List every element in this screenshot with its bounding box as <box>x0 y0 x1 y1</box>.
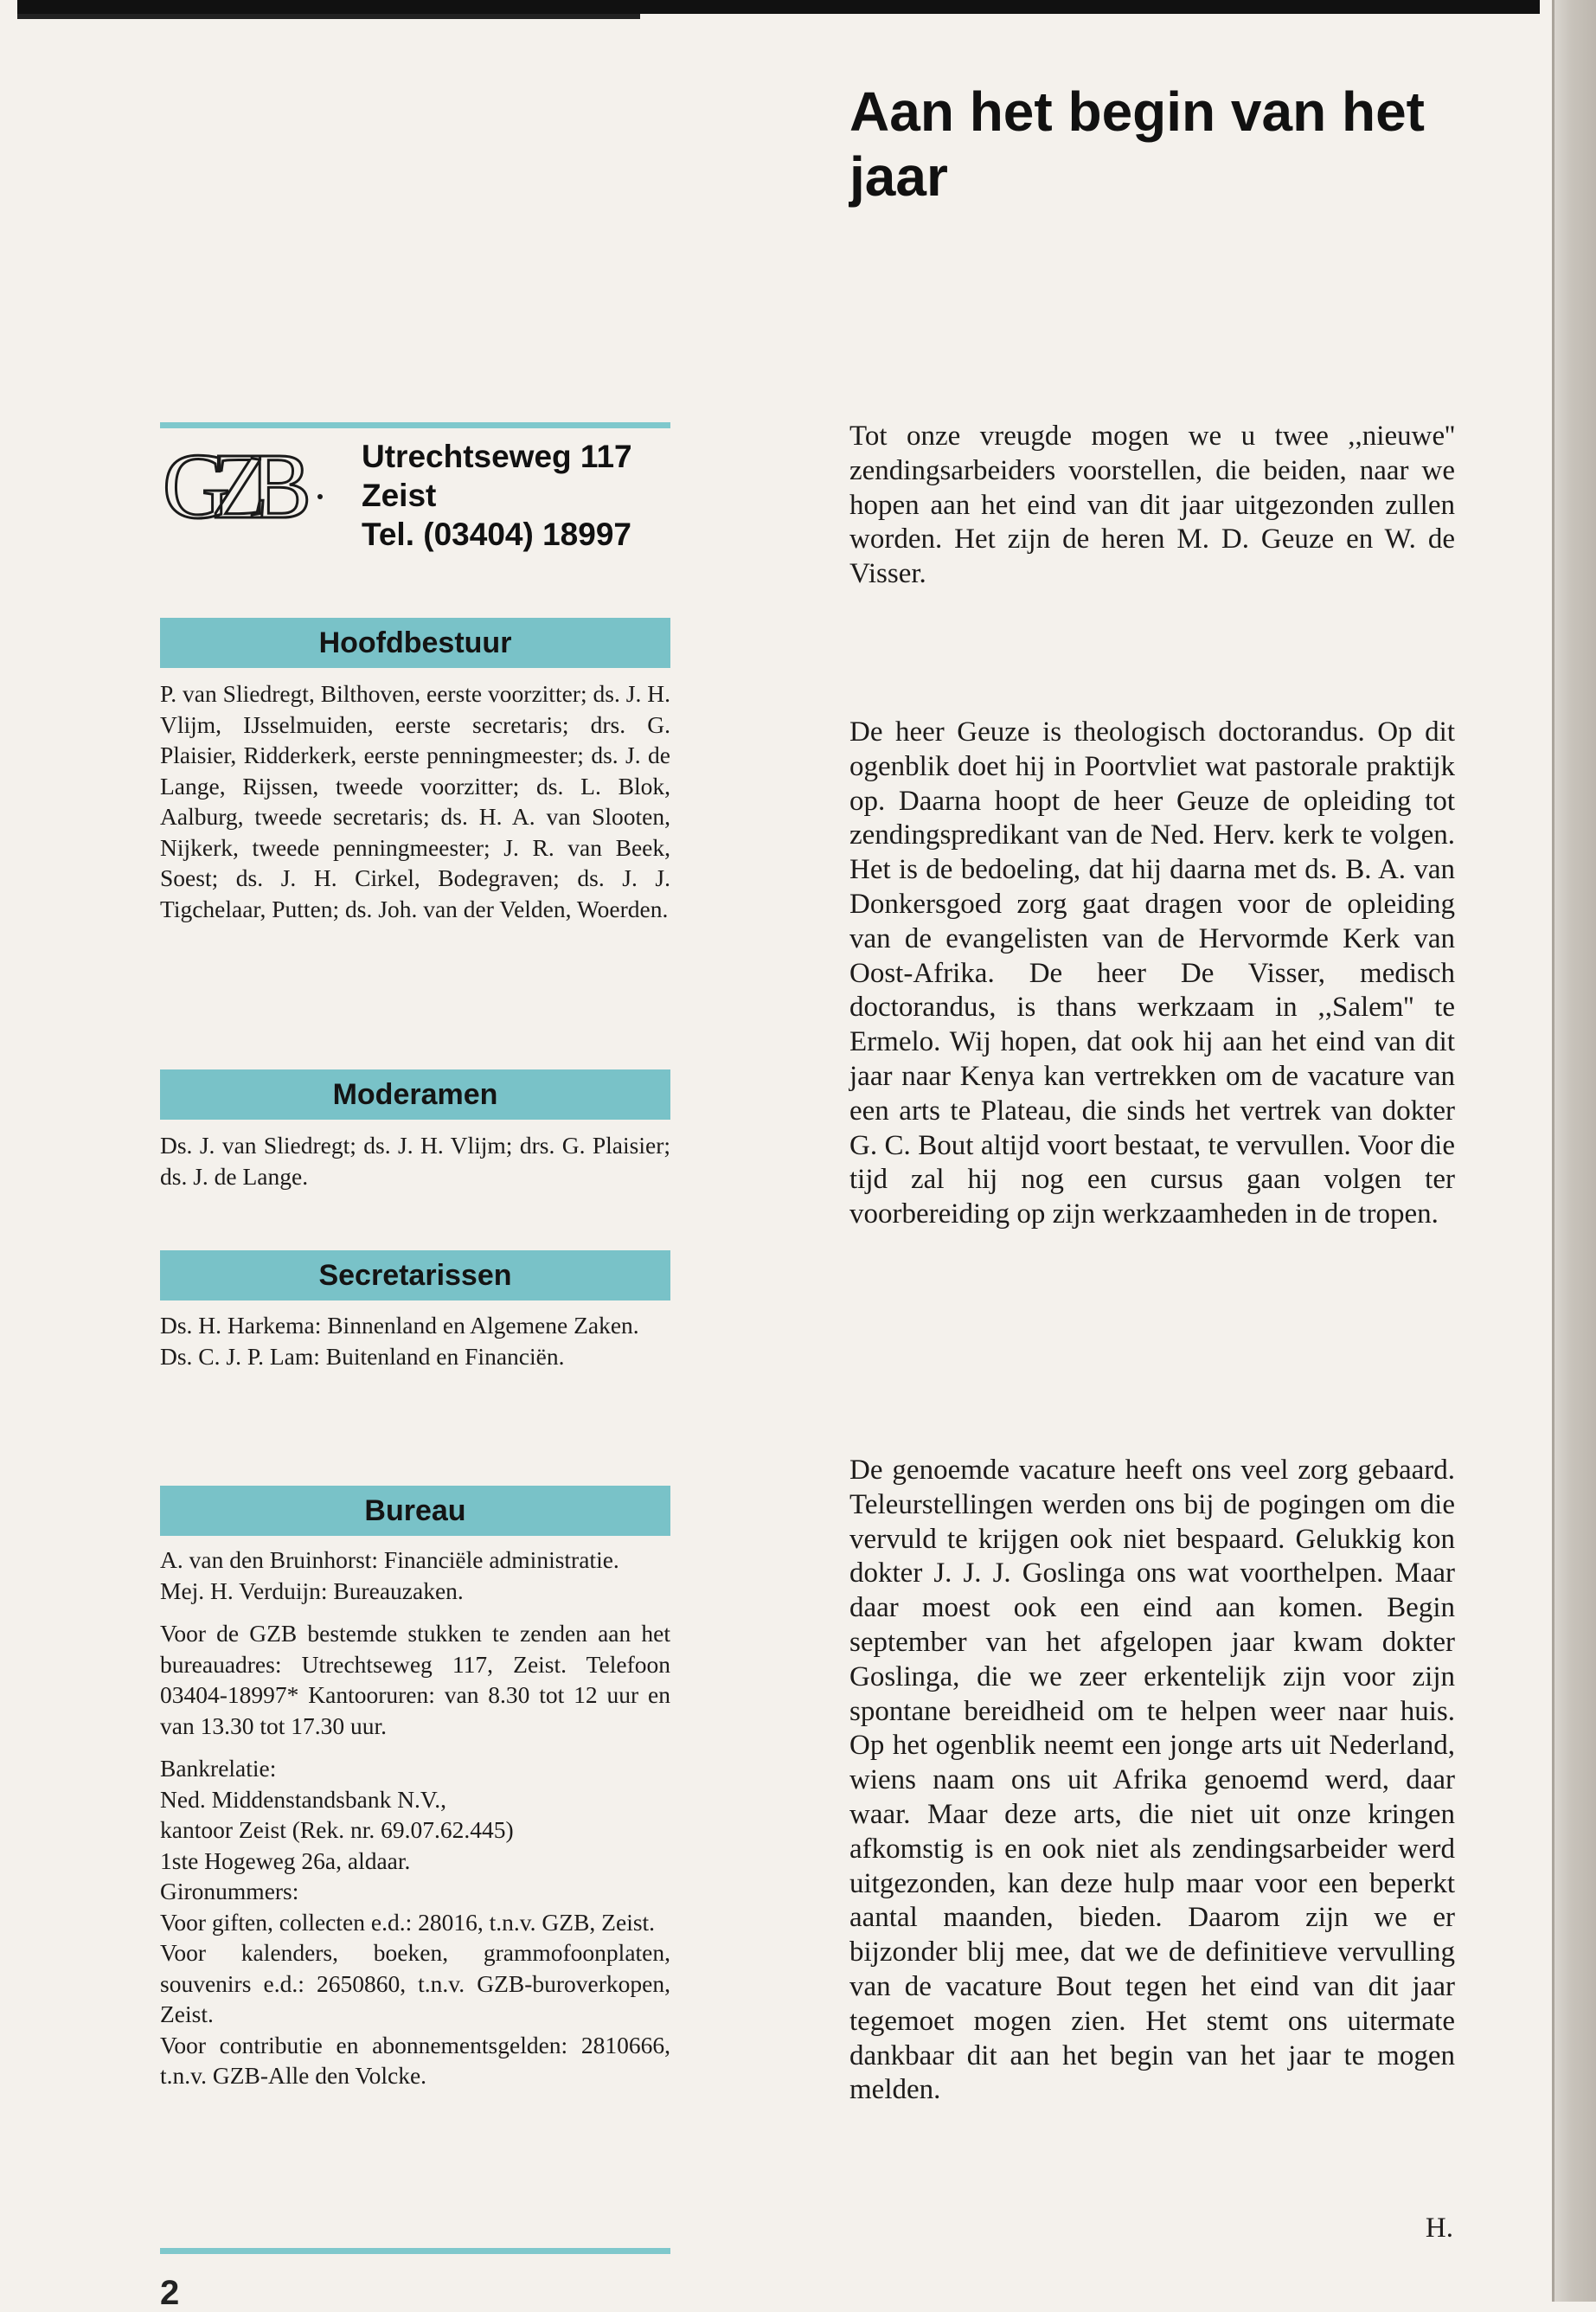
giro-label: Gironummers: <box>160 1878 299 1904</box>
scan-top-edge-shadow <box>17 14 640 19</box>
bureau-text <box>160 1545 670 2091</box>
address-city: Zeist <box>362 478 437 513</box>
article-signature: H. <box>1425 2212 1453 2244</box>
article-title: Aan het begin van het jaar <box>849 80 1425 208</box>
giro-giften: Voor giften, collecten e.d.: 28016, t.n.v. GZB, Zeist. <box>160 1908 656 1936</box>
address-street: Utrechtseweg 117 <box>362 439 632 474</box>
secretaris-binnenland: Ds. H. Harkema: Binnenland en Algemene Zaken. <box>160 1312 639 1339</box>
heading-hoofdbestuur: Hoofdbestuur <box>160 618 670 668</box>
article-paragraph-1: Tot onze vreugde mogen we u twee ,,nieuwe'' zendingsarbeiders voorstellen, die beiden, naar we hopen aan het eind van dit jaar uitgezonden zullen worden. Het zijn de heren M. D. Geuze en W. de Visser. <box>849 421 1455 590</box>
bureau-bureauzaken: Mej. H. Verduijn: Bureauzaken. <box>160 1577 464 1604</box>
bottom-accent-rule <box>160 2248 670 2254</box>
top-accent-rule <box>160 422 670 428</box>
hoofdbestuur-text: P. van Sliedregt, Bilthoven, eerste voorzitter; ds. J. H. Vlijm, IJsselmuiden, eerste secretaris; drs. G. Plaisier, Ridderkerk, eerste penningmeester; ds. J. de Lange, Rijssen, tweede voorzitter; ds. L. Blok, Aalburg, tweede secretaris; ds. H. A. van Slooten, Nijkerk, tweede penningmeester; J. R. van Beek, Soest; ds. J. H. Cirkel, Bodegraven; ds. J. J. Tigchelaar, Putten; ds. Joh. van der Velden, Woerden. <box>160 680 670 922</box>
secretaris-buitenland: Ds. C. J. P. Lam: Buitenland en Financiën. <box>160 1342 565 1370</box>
bank-name: Ned. Middenstandsbank N.V., <box>160 1785 446 1813</box>
heading-moderamen: Moderamen <box>160 1069 670 1120</box>
giro-contributie: Voor contributie en abonnementsgelden: 2810666, t.n.v. GZB-Alle den Volcke. <box>160 2031 670 2089</box>
scan-top-edge <box>17 0 1540 14</box>
gzb-logo <box>163 441 327 536</box>
heading-bureau: Bureau <box>160 1486 670 1536</box>
bank-label: Bankrelatie: <box>160 1755 277 1782</box>
moderamen-text: Ds. J. van Sliedregt; ds. J. H. Vlijm; drs. G. Plaisier; ds. J. de Lange. <box>160 1132 670 1190</box>
page-number: 2 <box>160 2274 180 2312</box>
secretarissen-text <box>160 1310 670 1371</box>
giro-verkopen: Voor kalenders, boeken, grammofoonplaten, souvenirs e.d.: 2650860, t.n.v. GZB-buroverkopen, Zeist. <box>160 1939 670 2027</box>
bureau-administratie: A. van den Bruinhorst: Financiële administratie. <box>160 1546 619 1573</box>
gzb-logo-lettering: GZB <box>163 441 292 536</box>
article-paragraph-3: De genoemde vacature heeft ons veel zorg gebaard. Teleurstellingen werden ons bij de pogingen om die vervuld te krijgen ook niet bespaard. Gelukkig kon dokter J. J. J. Goslinga ons wat voorthelpen. Maar daar moest ook een eind aan komen. Begin september van het afgelopen jaar kwam dokter Goslinga, die we zeer erkentelijk zijn voor zijn spontane bereidheid om te helpen weer naar huis. Op het ogenblik neemt een jonge arts uit Nederland, wiens naam ons uit Afrika genoemd werd, daar waar. Maar deze arts, die niet uit onze kringen afkomstig is en ook niet als zendingsarbeider werd uitgezonden, kan deze hulp maar voor een beperkt aantal maanden, bieden. Daarom zijn we er bijzonder blij mee, dat we de definitieve vervulling van de vacature Bout tegen het eind van dit jaar tegemoet mogen zien. Het stemt ons uitermate dankbaar dit aan het begin van het jaar te mogen melden. <box>849 1455 1455 2106</box>
heading-secretarissen: Secretarissen <box>160 1250 670 1300</box>
address-block <box>362 437 673 554</box>
bank-address: 1ste Hogeweg 26a, aldaar. <box>160 1846 411 1874</box>
bank-office: kantoor Zeist (Rek. nr. 69.07.62.445) <box>160 1816 514 1843</box>
page-gutter <box>1554 0 1596 2302</box>
article-paragraph-2: De heer Geuze is theologisch doctorandus. Op dit ogenblik doet hij in Poortvliet wat pastorale praktijk op. Daarna hoopt de heer Geuze de opleiding tot zendingspredikant van de Ned. Herv. kerk te volgen. Het is de bedoeling, dat hij daarna met ds. B. A. van Donkersgoed zorg gaat dragen voor de opleiding van de evangelisten van de Hervormde Kerk van Oost-Afrika. De heer De Visser, medisch doctorandus, is thans werkzaam in ,,Salem'' te Ermelo. Wij hopen, dat ook hij aan het eind van dit jaar naar Kenya kan vertrekken om de vacature van een arts te Plateau, die sinds het vertrek van dokter G. C. Bout altijd voort bestaat, te vervullen. Voor die tijd zal hij nog een cursus gaan volgen ter voorbereiding op zijn werkzaamheden in de tropen. <box>849 716 1455 1230</box>
address-phone: Tel. (03404) 18997 <box>362 517 631 552</box>
bureau-address-paragraph: Voor de GZB bestemde stukken te zenden aan het bureauadres: Utrechtseweg 117, Zeist. Telefoon 03404-18997* Kantooruren: van 8.30 tot 12 uur en van 13.30 tot 17.30 uur. <box>160 1620 670 1739</box>
